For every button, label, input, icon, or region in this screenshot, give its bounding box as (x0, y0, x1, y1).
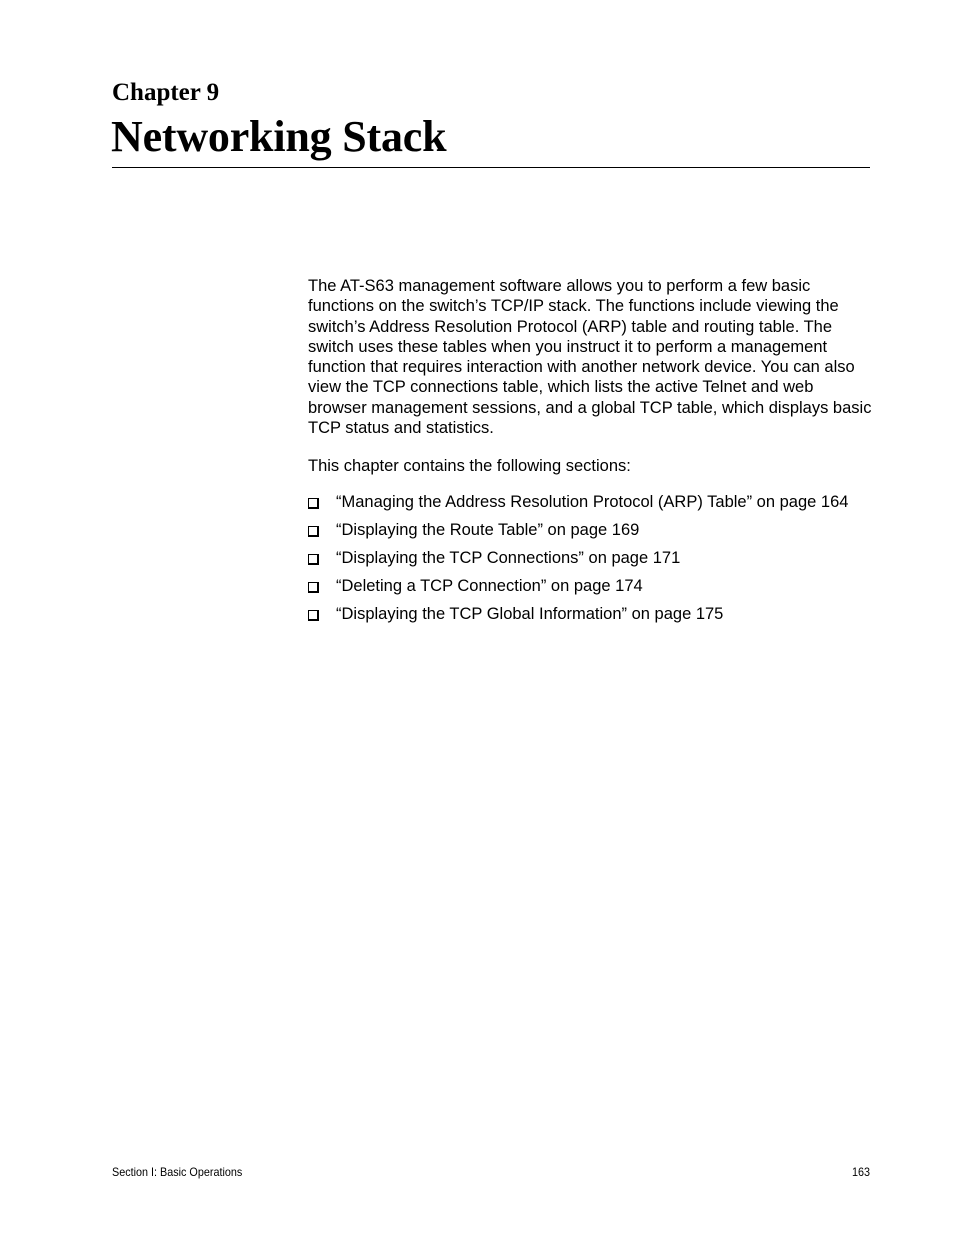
section-link[interactable]: “Displaying the TCP Global Information” on page 175 (336, 605, 724, 623)
footer-page-number: 163 (851, 1165, 870, 1179)
section-link[interactable]: “Managing the Address Resolution Protocol (ARP) Table” on page 164 (336, 493, 849, 511)
checkbox-bullet-icon (308, 582, 319, 593)
section-list-item[interactable] (308, 492, 888, 520)
checkbox-bullet-icon (308, 554, 319, 565)
section-list-item[interactable] (308, 548, 888, 576)
sections-intro-text: This chapter contains the following sections: (308, 457, 631, 475)
section-link[interactable]: “Deleting a TCP Connection” on page 174 (336, 577, 643, 595)
chapter-label: Chapter 9 (112, 79, 220, 106)
section-list-item[interactable] (308, 576, 888, 604)
checkbox-bullet-icon (308, 610, 319, 621)
section-link[interactable]: “Displaying the Route Table” on page 169 (336, 521, 640, 539)
title-divider (112, 167, 870, 168)
intro-paragraph: The AT-S63 management software allows you to perform a few basic functions on the switch’s TCP/IP stack. The functions include viewing the switch’s Address Resolution Protocol (ARP) table and routing table. The switch uses these tables when you instruct it to perform a management function that requires interaction with another network device. You can also view the TCP connections table, which lists the active Telnet and web browser management sessions, and a global TCP table, which displays basic TCP status and statistics. (308, 277, 872, 438)
checkbox-bullet-icon (308, 498, 319, 509)
section-link[interactable]: “Displaying the TCP Connections” on page 171 (336, 549, 681, 567)
checkbox-bullet-icon (308, 526, 319, 537)
section-list-item[interactable] (308, 604, 888, 632)
footer-section-name: Section I: Basic Operations (112, 1165, 243, 1179)
section-list (308, 492, 888, 632)
section-list-item[interactable] (308, 520, 888, 548)
chapter-title: Networking Stack (111, 112, 447, 161)
